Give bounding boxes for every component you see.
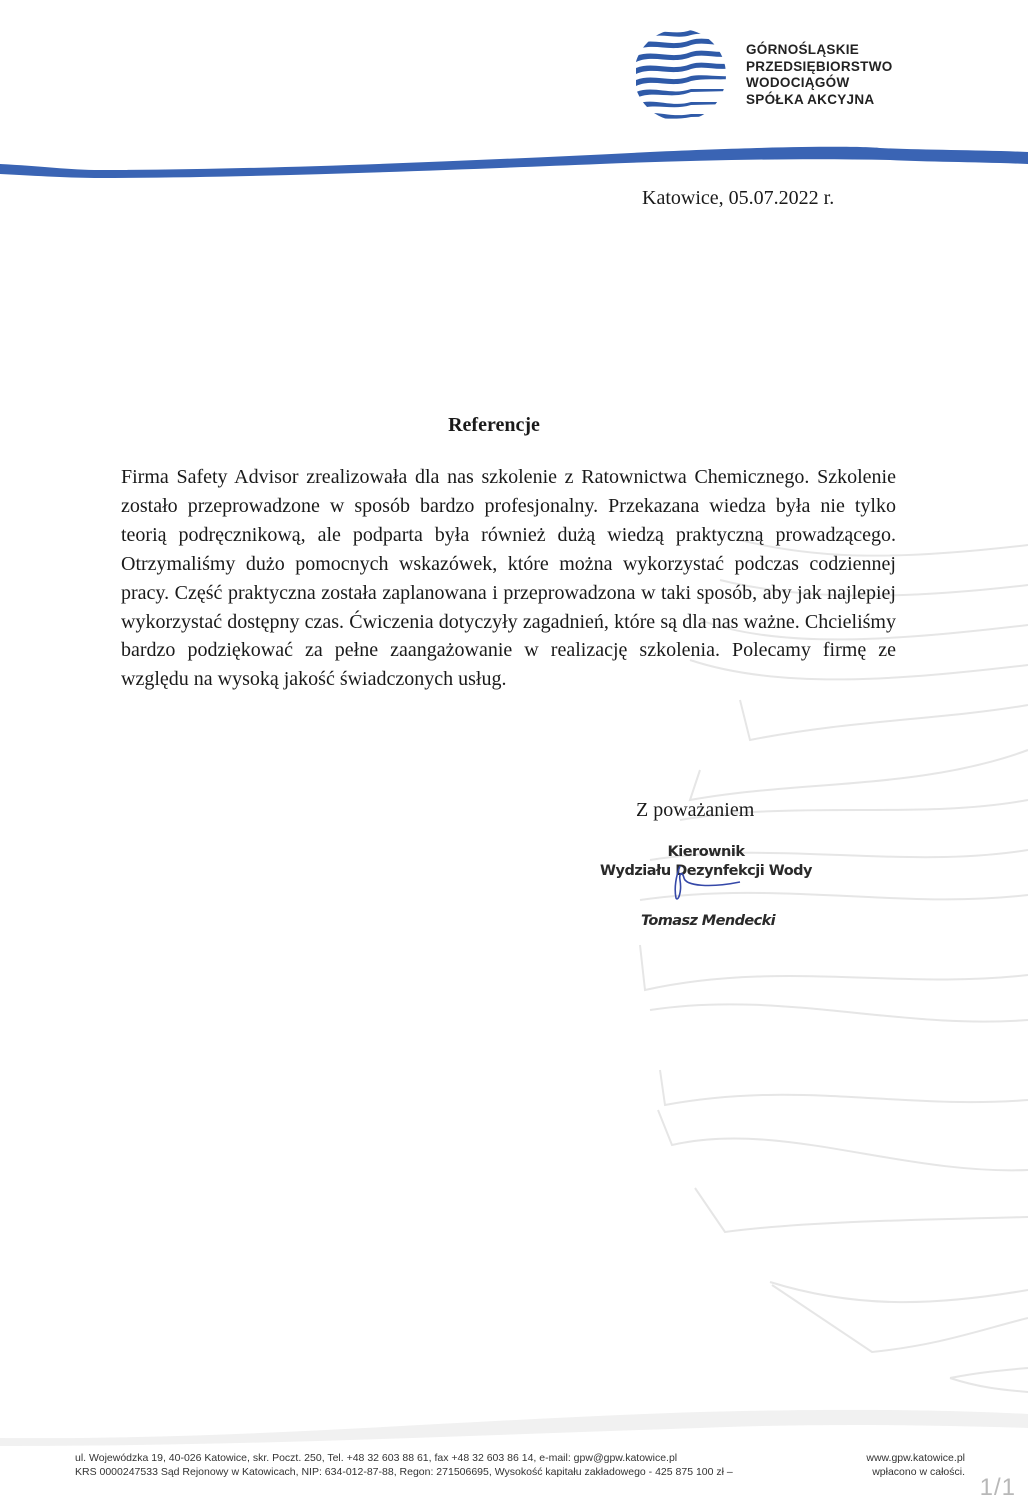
signatory-role-line-1: Kierownik (667, 844, 745, 860)
footer-registry: KRS 0000247533 Sąd Rejonowy w Katowicach, NIP: 634-012-87-88, Regon: 271506695, Wysokość kapitału zakładowego - 425 875 100 zł – (75, 1466, 733, 1478)
letter-body: Firma Safety Advisor zrealizowała dla nas szkolenie z Ratownictwa Chemicznego. Szkolenie zostało przeprowadzone w sposób bardzo profesjonalny. Przekazana wiedza była nie tylko teorią podręcznikową, ale podparta była również dużą wiedzą praktyczną prowadzącego. Otrzymaliśmy dużo pomocnych wskazówek, które można wykorzystać podczas codziennej pracy. Część praktyczna została zaplanowana i przeprowadzona w taki sposób, aby jak najlepiej wykorzystać dostępny czas. Ćwiczenia dotyczyły zagadnień, które są dla nas ważne. Chcieliśmy bardzo podziękować za pełne zaangażowanie w realizację szkolenia. Polecamy firmę ze względu na wysoką jakość świadczonych usług. (121, 466, 896, 691)
footer-company-info (75, 1451, 965, 1479)
company-line-4: SPÓŁKA AKCYJNA (746, 91, 875, 107)
footer-address: ul. Wojewódzka 19, 40-026 Katowice, skr. Poczt. 250, Tel. +48 32 603 88 61, fax +48 32 603 86 14, e-mail: gpw@gpw.katowice.pl (75, 1452, 678, 1464)
company-line-1: GÓRNOŚLĄSKIE (746, 42, 860, 57)
place-date: Katowice, 05.07.2022 r. (642, 187, 835, 209)
footer-capital-note: wpłacono w całości. (872, 1466, 965, 1478)
letter-title: Referencje (448, 414, 540, 436)
company-name (746, 42, 893, 108)
water-waves-globe-icon (636, 24, 732, 126)
footer-address-row (75, 1451, 965, 1465)
header-wave-band (0, 138, 1028, 188)
company-line-3: WODOCIĄGÓW (746, 75, 850, 90)
page-indicator: 1/1 (979, 1474, 1016, 1501)
company-line-2: PRZEDSIĘBIORSTWO (746, 58, 893, 74)
footer-registry-row (75, 1465, 965, 1479)
signatory-name: Tomasz Mendecki (641, 913, 776, 929)
handwritten-signature (670, 862, 760, 902)
signatory-role-line-2: Wydziału Dezynfekcji Wody (600, 863, 812, 879)
footer-website: www.gpw.katowice.pl (866, 1452, 965, 1464)
closing-salutation: Z poważaniem (636, 799, 755, 821)
